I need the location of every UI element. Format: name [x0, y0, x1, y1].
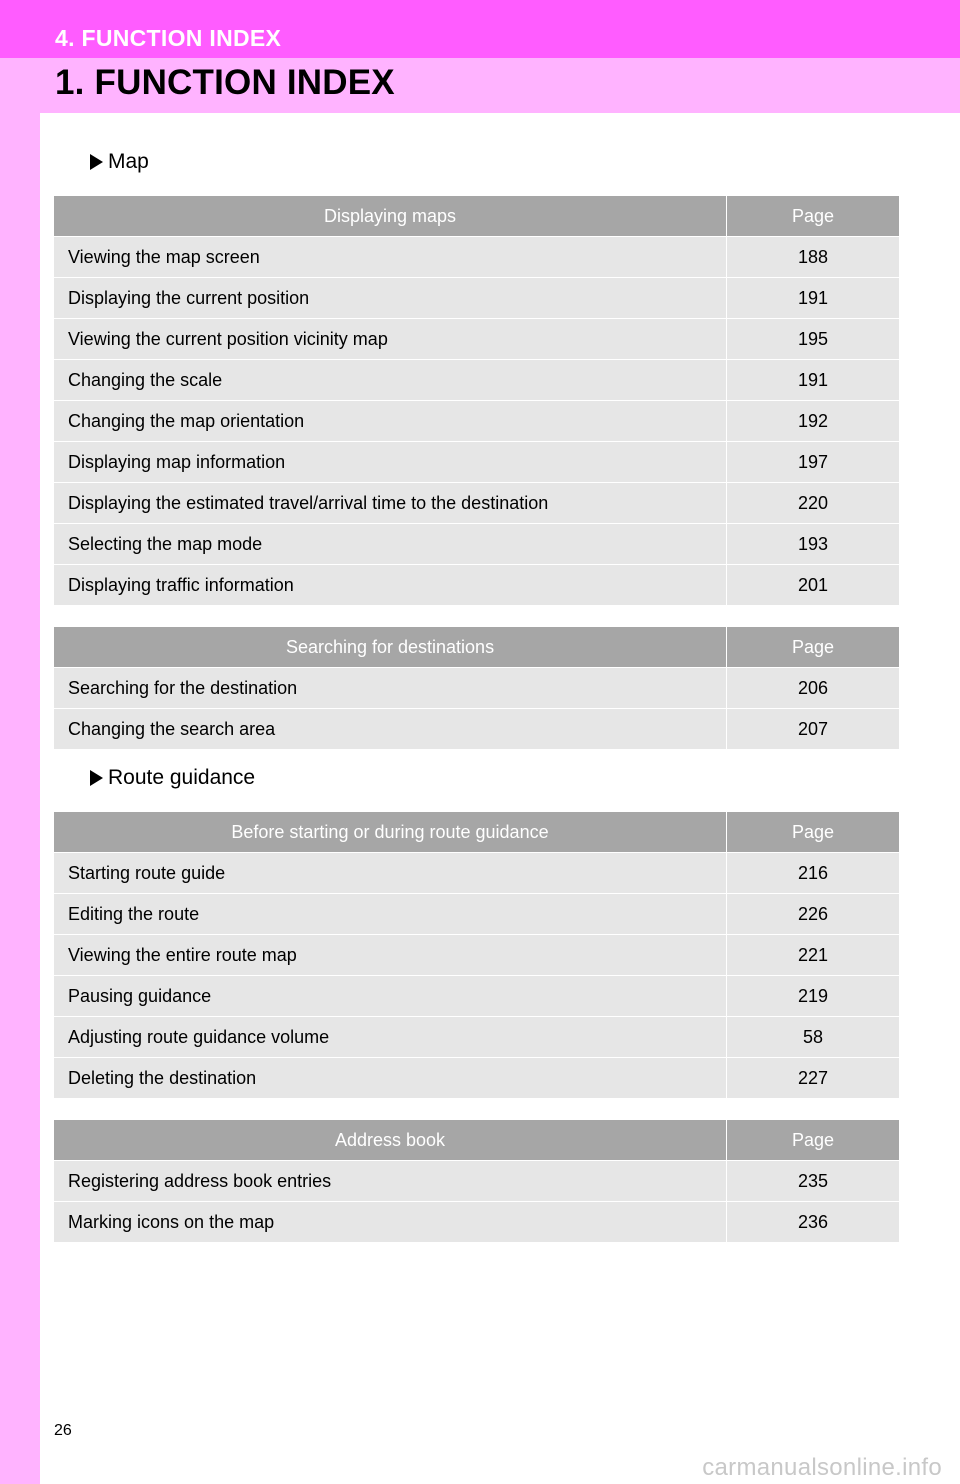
- row-page: 188: [726, 237, 899, 277]
- row-topic: Displaying the current position: [68, 288, 310, 308]
- table-row[interactable]: [54, 400, 899, 441]
- page-title: 1. FUNCTION INDEX: [55, 63, 395, 102]
- subhead-label: Map: [108, 150, 149, 173]
- row-page: 193: [726, 524, 899, 564]
- row-page: 191: [726, 278, 899, 318]
- row-topic: Changing the scale: [68, 370, 223, 390]
- row-page: 201: [726, 565, 899, 605]
- row-topic: Editing the route: [68, 904, 200, 924]
- table-row[interactable]: [54, 934, 899, 975]
- table-header: [54, 627, 899, 667]
- row-page: 192: [726, 401, 899, 441]
- row-topic: Adjusting route guidance volume: [68, 1027, 330, 1047]
- header-page: Page: [726, 1120, 899, 1160]
- subhead-route-guidance: [90, 764, 255, 792]
- watermark: carmanualsonline.info: [702, 1454, 942, 1481]
- row-topic: Viewing the entire route map: [68, 945, 297, 965]
- row-topic: Pausing guidance: [68, 986, 212, 1006]
- header-topic: Searching for destinations: [285, 637, 495, 657]
- header-topic: Before starting or during route guidance: [231, 822, 549, 842]
- row-topic: Marking icons on the map: [68, 1212, 275, 1232]
- table-row[interactable]: [54, 708, 899, 749]
- table-header: [54, 1120, 899, 1160]
- row-topic: Searching for the destination: [68, 678, 298, 698]
- table-row[interactable]: [54, 318, 899, 359]
- table-row[interactable]: [54, 236, 899, 277]
- table-row[interactable]: [54, 1057, 899, 1098]
- row-page: 207: [726, 709, 899, 749]
- table-address-book: [54, 1120, 899, 1242]
- table-row[interactable]: [54, 893, 899, 934]
- row-page: 191: [726, 360, 899, 400]
- row-page: 221: [726, 935, 899, 975]
- table-row[interactable]: [54, 1201, 899, 1242]
- header-page: Page: [726, 812, 899, 852]
- row-page: 236: [726, 1202, 899, 1242]
- table-row[interactable]: [54, 277, 899, 318]
- table-row[interactable]: [54, 359, 899, 400]
- page-number: 26: [54, 1422, 72, 1439]
- table-row[interactable]: [54, 975, 899, 1016]
- row-topic: Viewing the map screen: [68, 247, 260, 267]
- header-topic: Displaying maps: [323, 206, 457, 226]
- row-page: 227: [726, 1058, 899, 1098]
- table-row[interactable]: [54, 523, 899, 564]
- row-topic: Viewing the current position vicinity map: [68, 329, 388, 349]
- table-row[interactable]: [54, 564, 899, 605]
- table-searching-destinations: [54, 627, 899, 749]
- table-route-guidance: [54, 812, 899, 1098]
- row-page: 197: [726, 442, 899, 482]
- row-topic: Displaying map information: [68, 452, 286, 472]
- row-page: 219: [726, 976, 899, 1016]
- row-topic: Displaying the estimated travel/arrival time to the destination: [68, 493, 549, 513]
- header-topic: Address book: [334, 1130, 446, 1150]
- row-topic: Starting route guide: [68, 863, 226, 883]
- row-topic: Deleting the destination: [68, 1068, 257, 1088]
- table-row[interactable]: [54, 1160, 899, 1201]
- row-page: 216: [726, 853, 899, 893]
- row-page: 235: [726, 1161, 899, 1201]
- table-displaying-maps: [54, 196, 899, 605]
- table-row[interactable]: [54, 1016, 899, 1057]
- subhead-label: Route guidance: [108, 766, 256, 789]
- table-row[interactable]: [54, 667, 899, 708]
- row-page: 195: [726, 319, 899, 359]
- triangle-bullet-icon: [90, 154, 103, 170]
- header-page: Page: [726, 627, 899, 667]
- row-topic: Changing the map orientation: [68, 411, 305, 431]
- row-topic: Displaying traffic information: [68, 575, 294, 595]
- header-page: Page: [726, 196, 899, 236]
- triangle-bullet-icon: [90, 770, 103, 786]
- table-header: [54, 812, 899, 852]
- subhead-map: [90, 148, 149, 176]
- row-topic: Registering address book entries: [68, 1171, 332, 1191]
- row-page: 220: [726, 483, 899, 523]
- row-page: 58: [726, 1017, 899, 1057]
- row-page: 226: [726, 894, 899, 934]
- table-header: [54, 196, 899, 236]
- table-row[interactable]: [54, 441, 899, 482]
- table-row[interactable]: [54, 852, 899, 893]
- row-topic: Selecting the map mode: [68, 534, 263, 554]
- row-page: 206: [726, 668, 899, 708]
- table-row[interactable]: [54, 482, 899, 523]
- section-label: 4. FUNCTION INDEX: [55, 25, 282, 51]
- left-color-band: [0, 0, 40, 1484]
- row-topic: Changing the search area: [68, 719, 276, 739]
